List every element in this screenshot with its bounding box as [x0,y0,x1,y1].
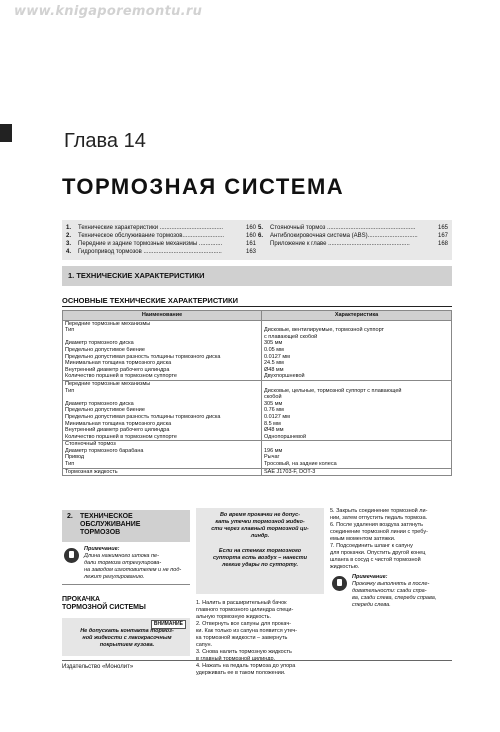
toc-page: 160 [245,225,256,231]
table-header-value: Характеристика [262,311,452,321]
spec-name: Передние тормозные механизмы [65,320,151,327]
spec-value: 0.0127 мм [264,353,290,360]
note-icon [332,576,347,591]
spec-value: с плавающей скобой [264,333,318,340]
warning-line: ной жидкости с лакокрасочным [82,635,172,641]
body-line: 6. После удаления воздуха затянуть [330,522,424,528]
toc-number [258,240,270,248]
spec-value [264,441,449,448]
body-line: шланга в сосуд с чистой тормозной [330,557,421,563]
watermark: www.knigaporemontu.ru [14,4,203,19]
spec-name: Предельно допустимая разность толщины тормозного диска [65,353,221,360]
spec-value: Рычаг [264,454,280,461]
spec-name: Диаметр тормозного барабана [65,447,144,454]
toc-entry [66,240,256,248]
toc-entry [66,248,256,256]
spec-value [264,321,449,328]
spec-value: Тросовый, на задние колеса [264,461,337,468]
spec-value: скобой [264,394,282,401]
section-header-specs [62,266,452,286]
toc-page: 160 [245,233,256,239]
body-line: нии, затем отпустить педаль тормоза. [330,515,428,521]
caution-line: Во время прокачки не допус- [219,512,301,518]
toc-title: Приложение к главе ................................................. [270,241,410,247]
toc-page: 161 [245,241,256,247]
body-line: 3. Снова налить тормозную жидкость [196,649,292,655]
toc-number: 1. [66,225,72,231]
spec-name: Диаметр тормозного диска [65,340,134,347]
warning-line: Не допускать контакта тормоз- [80,628,174,634]
spec-names [63,441,262,468]
toc-entry [258,232,448,240]
toc-number: 5. [258,225,264,231]
chapter-tab-marker [0,124,12,142]
section-number: 2. [67,513,73,520]
toc-number: 4. [66,249,72,255]
note-line: на заводом изготовителем и не под- [84,567,182,573]
body-line: главного тормозного цилиндра специ- [196,607,294,613]
caution-line: сти через главный тормозной ци- [211,526,309,532]
divider [62,306,452,307]
spec-value: SAE J1703-F, DOT-3 [264,468,316,475]
spec-name: Предельно допустимое биение [65,407,145,414]
body-line: жидкостью. [330,564,360,570]
toc-entry [66,224,256,232]
spec-values [262,468,452,476]
body-line: 5. Закрыть соединение тормозной ли- [330,508,428,514]
caution-text-1 [202,512,318,540]
caution-text-2 [202,548,318,569]
note-line: дали тормоза отрегулирова- [84,560,162,566]
spec-name: Предельно допустимое биение [65,346,145,353]
warning-badge: ВНИМАНИЕ [151,620,186,629]
body-line: ка тормозной жидкости – завернуть [196,635,288,641]
toc-page: 163 [245,249,256,255]
section-title-line: ТОРМОЗОВ [80,529,121,536]
toc-number: 6. [258,233,264,239]
note-line: Длина нажимного штока пе- [84,553,159,559]
section-title-line: ТЕХНИЧЕСКОЕ [80,513,133,520]
table-header-name: Наименование [63,311,262,321]
spec-name [65,334,259,341]
toc-entry [258,224,448,232]
caution-line: легкие удары по суппорту. [221,562,299,568]
note-label: Примечание: [352,574,388,580]
section-title: 1. ТЕХНИЧЕСКИЕ ХАРАКТЕРИСТИКИ [68,271,205,280]
caution-box [196,508,324,594]
caution-line: суппорта есть воздух – нанести [213,555,307,561]
body-line: ки. Как только из сапуна появится утеч- [196,628,298,634]
spec-value: 196 мм [264,447,283,454]
bleeding-steps-5-7 [330,508,428,571]
publisher-footer: Издательство «Монолит» [62,664,134,670]
body-line: емым моментом затяжки. [330,536,396,542]
spec-name: Тип [65,387,75,394]
body-line: 2. Отвернуть все сапуны для прокач- [196,621,292,627]
toc-page: 167 [437,233,448,239]
toc-title: Антиблокировочная система (ABS).............................. [270,233,418,239]
spec-name: Тормозная жидкость [65,468,118,475]
body-line: удерживать ее в таком положении. [196,670,286,676]
spec-name: Минимальная толщина тормозного диска [65,420,172,427]
body-line: для прокачки. Опустить другой конец [330,550,426,556]
toc-entry [258,240,448,248]
bleeding-steps-1-4 [196,600,297,677]
toc-right-column [258,224,448,248]
spec-value: 305 мм [264,340,283,347]
spec-name: Количество поршней в тормозном суппорте [65,373,177,380]
subsection-title-line: ПРОКАЧКА [62,596,101,603]
section-header-maintenance [62,510,190,542]
note-line: довательности: сзади спра- [352,588,427,594]
toc-title: Техническое обслуживание тормозов......................... [78,233,225,239]
spec-value: 0.05 мм [264,346,284,353]
body-line: сапун. [196,642,213,648]
table-row [63,441,452,468]
divider [62,584,190,585]
warning-box [62,618,190,656]
table-row [63,320,452,380]
spec-name: Количество поршней в тормозном суппорте [65,433,177,440]
subheading: ОСНОВНЫЕ ТЕХНИЧЕСКИЕ ХАРАКТЕРИСТИКИ [62,296,238,305]
spec-name: Диаметр тормозного диска [65,400,134,407]
spec-name: Предельно допустимая разность толщины тормозного диска [65,413,221,420]
toc-page: 165 [437,225,448,231]
spec-names [63,468,262,476]
spec-value: Дисковые, вентилируемые, тормозной суппорт [264,327,385,334]
table-row [63,468,452,476]
body-line: 1. Налить в расширительный бачок [196,600,287,606]
spec-names [63,320,262,380]
spec-name: Стояночный тормоз [65,441,116,448]
note-line: Прокачку выполнять в после- [352,581,430,587]
note-icon [64,548,79,563]
toc-title: Передние и задние тормозные механизмы .............. [78,241,223,247]
note-label: Примечание: [84,546,120,552]
toc-page: 168 [437,241,448,247]
subsection-title-bleeding [62,596,146,612]
spec-names [63,380,262,440]
table-of-contents [62,220,452,260]
spec-values [262,441,452,468]
subsection-title-line: ТОРМОЗНОЙ СИСТЕМЫ [62,604,146,611]
spec-value [264,381,449,388]
body-line: альную тормозную жидкость. [196,614,272,620]
spec-values [262,380,452,440]
spec-values [262,320,452,380]
spec-name: Тип [65,327,75,334]
section-title [80,513,140,537]
spec-value: 0.0127 мм [264,413,290,420]
note-line: ва, сзади слева, спереди справа, [352,595,437,601]
spec-value: 24.5 мм [264,360,284,367]
caution-line: кать утечки тормозной жидко- [215,519,305,525]
page-title: ТОРМОЗНАЯ СИСТЕМА [62,174,345,199]
toc-left-column [66,224,256,256]
spec-name: Привод [65,454,85,461]
toc-title: Гидропривод тормозов ............................................... [78,249,222,255]
spec-name: Минимальная толщина тормозного диска [65,360,172,367]
warning-line: покрытием кузова. [99,642,155,648]
note-line: лежит регулированию. [84,574,145,580]
note-maintenance [84,546,192,581]
body-line: 4. Нажать на педаль тормоза до упора [196,663,296,669]
spec-value: Ø48 мм [264,366,284,373]
toc-title: Стояночный тормоз ..................................................... [270,225,416,231]
toc-number: 3. [66,241,72,247]
body-line: в главный тормозной цилиндр. [196,656,276,662]
toc-entry [66,232,256,240]
warning-text [68,628,186,649]
spec-name: Тип [65,461,75,468]
chapter-label: Глава 14 [64,130,146,152]
spec-value: Однопоршневой [264,433,307,440]
spec-value: 0.76 мм [264,407,284,414]
spec-table [62,310,452,476]
caution-line: Если на стенках тормозного [218,548,302,554]
section-title-line: ОБСЛУЖИВАНИЕ [80,521,141,528]
toc-number: 2. [66,233,72,239]
spec-value: Ø48 мм [264,427,284,434]
spec-name: Внутренний диаметр рабочего цилиндра [65,427,170,434]
caution-line: линдр. [250,533,270,539]
spec-name [65,394,259,401]
spec-value: 305 мм [264,400,283,407]
spec-value: Дисковые, цельные, тормозной суппорт с плавающей [264,387,402,394]
footer-rule [62,660,452,661]
body-line: соединение тормозной линии с требу- [330,529,428,535]
body-line: 7. Подсоединить шланг к сапуну [330,543,413,549]
table-row [63,380,452,440]
note-bleeding-order [352,574,456,609]
toc-title: Технические характеристики ...................................... [78,225,224,231]
spec-name: Внутренний диаметр рабочего цилиндра [65,366,170,373]
spec-value: 8.5 мм [264,420,281,427]
spec-name: Передние тормозные механизмы [65,380,151,387]
spec-value: Двухпоршневой [264,373,305,380]
note-line: спереди слева. [352,602,391,608]
